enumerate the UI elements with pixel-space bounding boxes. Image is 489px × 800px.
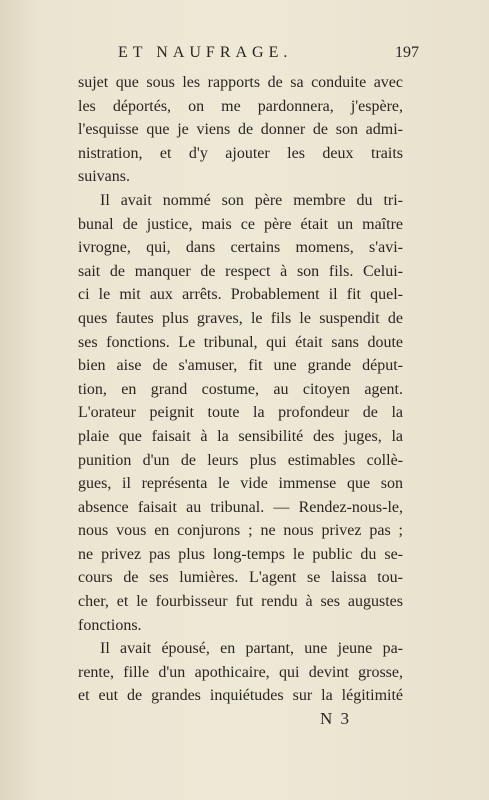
text-line: ques fautes plus graves, le fils le suspendit de bbox=[78, 309, 403, 327]
text-line: l'esquisse que je viens de donner de son admi- bbox=[78, 121, 403, 139]
text-line: et eut de grandes inquiétudes sur la légitimité bbox=[78, 687, 403, 705]
text-line: plaie que faisait à la sensibilité des juges, la bbox=[78, 427, 403, 445]
text-line: Il avait nommé son père membre du tri- bbox=[100, 191, 403, 209]
text-line: bunal de justice, mais ce père était un maître bbox=[78, 215, 403, 233]
text-line: suivans. bbox=[78, 168, 130, 186]
text-line: absence faisait au tribunal. — Rendez-nous-le, bbox=[78, 498, 403, 516]
text-line: les déportés, on me pardonnera, j'espère, bbox=[78, 97, 403, 115]
text-line: L'orateur peignit toute la profondeur de la bbox=[78, 404, 403, 422]
text-line: ses fonctions. Le tribunal, qui était sans doute bbox=[78, 333, 403, 351]
text-line: ne privez pas plus long-temps le public du se- bbox=[78, 545, 403, 563]
text-line: bien aise de s'amuser, fit une grande déput- bbox=[78, 357, 403, 375]
text-line: cher, et le fourbisseur fut rendu à ses augustes bbox=[78, 593, 403, 611]
text-line: gues, il représenta le vide immense que son bbox=[78, 475, 403, 493]
text-line: nistration, et d'y ajouter les deux traits bbox=[78, 144, 403, 162]
text-line: sujet que sous les rapports de sa conduite avec bbox=[78, 74, 403, 91]
page-header bbox=[78, 44, 419, 66]
body-text bbox=[78, 71, 403, 708]
text-line: sait de manquer de respect à son fils. Celui- bbox=[78, 262, 403, 280]
text-line: Il avait épousé, en partant, une jeune pa- bbox=[100, 640, 403, 658]
text-line: punition d'un de leurs plus estimables collè- bbox=[78, 451, 403, 469]
text-line: rente, fille d'un apothicaire, qui devint grosse, bbox=[78, 663, 403, 681]
text-line: tion, en grand costume, au citoyen agent. bbox=[78, 380, 403, 398]
text-line: ivrogne, qui, dans certains momens, s'avi- bbox=[78, 239, 403, 257]
text-line: ci le mit aux arrêts. Probablement il fit quel- bbox=[78, 286, 403, 304]
text-line: cours de ses lumières. L'agent se laissa tou- bbox=[78, 569, 403, 587]
text-line: fonctions. bbox=[78, 616, 142, 634]
page-number: 197 bbox=[395, 44, 419, 61]
signature-mark: N 3 bbox=[320, 709, 352, 728]
running-title: ET NAUFRAGE. bbox=[118, 44, 293, 61]
text-line: nous vous en conjurons ; ne nous privez pas ; bbox=[78, 522, 403, 540]
